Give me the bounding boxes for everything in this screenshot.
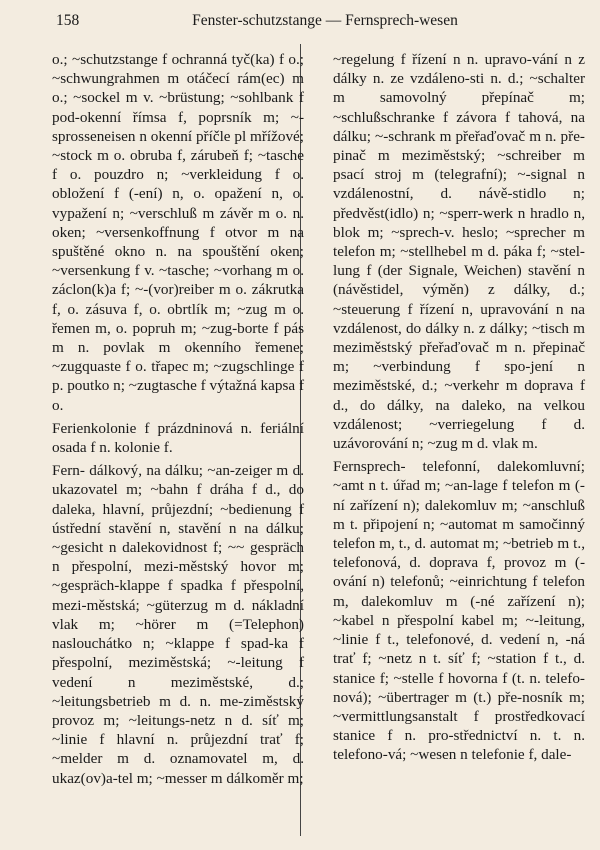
page-number: 158 bbox=[56, 12, 80, 29]
right-column bbox=[333, 50, 585, 765]
page-header bbox=[0, 8, 600, 38]
entry-fern: Fern- dálkový, na dálku; ~an-zeiger m d. ukazovatel m; ~bahn f dráha f d., do daleka, hlavní, průjezdní; ~bedienung f ústřední stavění n, stavění n na dálku; ~gesicht n dalekovidnost f; ~~ gespräch n přespolní, mezi-městský hovor m; ~gespräch-klappe f spadka f přespolní, mezi-městská; ~güterzug m d. nákladní vlak m; ~hörer m (=Telephon) naslouchátko n; ~klappe f spad-ka f přespolní, meziměstská; ~-leitung f vedení n meziměstské, d.; ~leitungsbetrieb m d. n. me-ziměstský provoz m; ~leitungs-netz n d. síť m; ~linie f hlavní n. průjezdní trať f; ~melder m d. oznamovatel m, d. ukaz(ov)a-tel m; ~messer m dálkoměr m; bbox=[52, 462, 304, 787]
entry-fern-continued: ~regelung f řízení n n. upravo-vání n z dálky n. ze vzdáleno-sti n. d.; ~schalter m samovolný přepínač m; ~schlußschranke f závora f tahová, na dálku; ~-schrank m přeřaďovač m n. pře-pinač m meziměstský; ~schreiber m psací stroj m (telegrafní); ~-signal n vzdálenostní, d. návě-stidlo n; předvěst(idlo) n; ~sperr-werk n hradlo n, blok m; ~sprech-v. heslo; ~sprecher m telefon m; ~stellhebel m d. páka f; ~stel-lung f (der Signale, Weichen) stavění n (návěstidel, výměn) z dálky, d.; ~steuerung f řízení n, upravování n na vzdálenost, do dálky n. z dálky; ~tisch m meziměstský přeřaďovač m n. přepinač m; ~verbindung f spo-jení n meziměstské, d.; ~verkehr m doprava f d., do dálky, na daleko, na velkou vzdálenost; ~verriegelung f d. uzávorování n; ~zug m d. vlak m. bbox=[333, 51, 585, 453]
entry-ferienkolonie: Ferienkolonie f prázdninová n. feriální osada f n. kolonie f. bbox=[52, 419, 304, 457]
entry-fernsprech: Fernsprech- telefonní, dalekomluvní; ~amt n t. úřad m; ~an-lage f telefon m (-ní zařízení n); dalekomluv m; ~anschluß m t. připojení n; ~automat m samočinný telefon m, t., d. automat m; ~betrieb m t., telefonová, d. doprava f, provoz m (-ování n) telefonů; ~einrichtung f telefon m, dalekomluv m (-né zařízení n); ~kabel n přespolní kabel m; ~-leitung, ~linie f t., telefonové, d. vedení n, -ná trať f; ~netz n t. síť f; ~station f t., d. stanice f; ~stelle f hovorna f (t. n. telefo-nová); ~übertrager m (t.) pře-nosník m; ~vermittlungsanstalt f prostředkovací stanice f n. pro-střednictví n. t. n. telefono-vá; ~wesen n telefonie f, dale- bbox=[333, 458, 585, 764]
running-title: Fenster-schutzstange — Fernsprech-wesen bbox=[192, 12, 458, 29]
left-column bbox=[52, 50, 304, 788]
entry-fenster-continued: o.; ~schutzstange f ochranná tyč(ka) f o.; ~schwungrahmen m otáčecí rám(ec) m o.; ~sockel m v. ~brüstung; ~sohlbank f pod-okenní římsa f, poprsník m; ~-sprosseneisen n okenní příčle pl mřížové; ~stock m o. obruba f, zárubeň f; ~tasche f o. pouzdro n; ~verkleidung f o. obložení f (-ení) n, o. opažení n, o. vypažení n; ~verschluß m závěr m o. n. oken; ~versenkoffnung f otvor m na spuštěné okno n. na spouštění oken; ~versenkung f v. ~tasche; ~vorhang m o. záclon(k)a f; ~-(vor)reiber m o. zákrutka f, o. zásuva f, o. obrtlík m; ~zug m o. řemen m, o. popruh m; ~zug-borte f pás m n. povlak m okenního řemene; ~zugquaste f o. třapec m; ~zugschlinge f p. poutko n; ~zugtasche f výtažná kapsa f o. bbox=[52, 51, 304, 414]
